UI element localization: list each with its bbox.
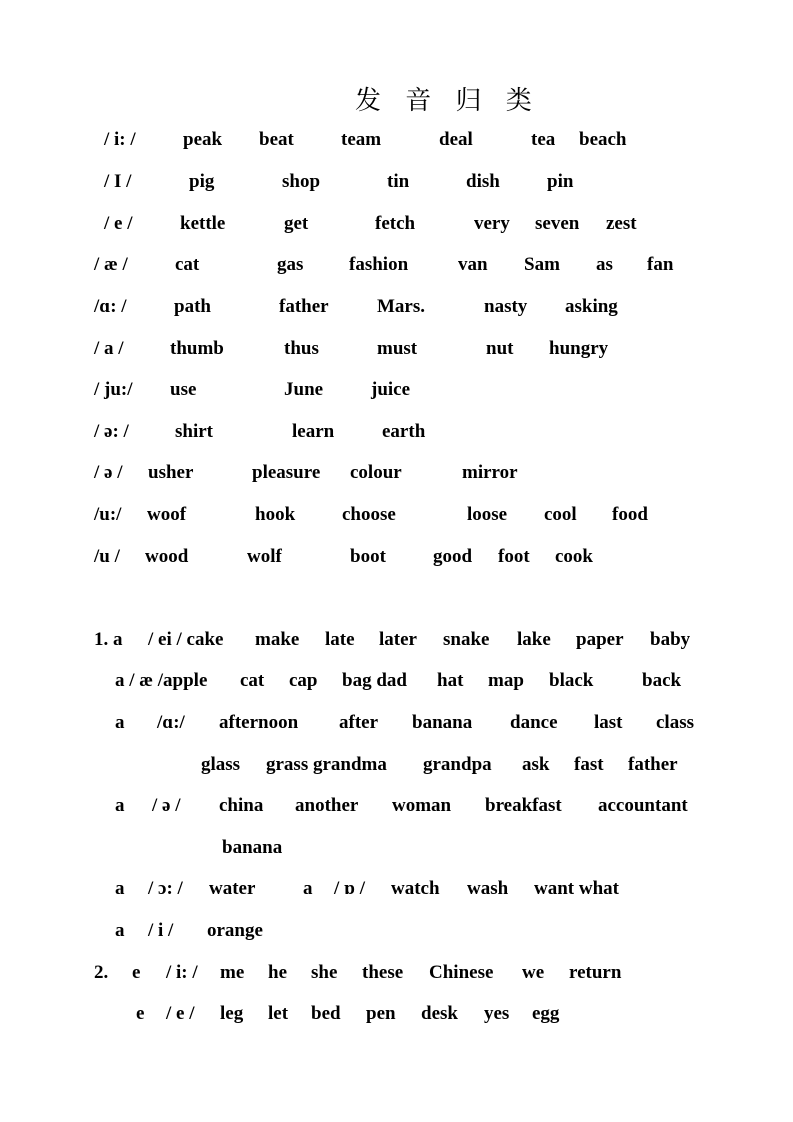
word: / ə / — [152, 795, 181, 816]
word: afternoon — [219, 712, 299, 733]
page-title: 发 音 归 类 — [355, 86, 540, 116]
word: grandpa — [423, 754, 492, 775]
word: pin — [547, 171, 574, 192]
word: hungry — [549, 338, 609, 359]
phonetic-label: / i: / — [104, 129, 136, 150]
phonetic-label: banana — [222, 837, 283, 858]
phonetic-label: 1. a — [94, 629, 123, 650]
word: watch — [391, 878, 440, 899]
word: / ɔ: / — [148, 878, 183, 899]
word: boot — [350, 546, 386, 567]
word: want what — [534, 878, 619, 899]
phonetic-label: a / æ /apple — [115, 670, 208, 691]
word: late — [325, 629, 355, 650]
word: usher — [148, 462, 194, 483]
word: foot — [498, 546, 530, 567]
word: pen — [366, 1003, 396, 1024]
word: wolf — [247, 546, 282, 567]
word: wash — [467, 878, 509, 899]
word: use — [170, 379, 197, 400]
word: pleasure — [252, 462, 321, 483]
word: learn — [292, 421, 335, 442]
phonetic-label: / e / — [104, 213, 133, 234]
word: yes — [484, 1003, 510, 1024]
word: beat — [259, 129, 294, 150]
phonetic-label: /ɑ: / — [94, 296, 127, 317]
word: earth — [382, 421, 426, 442]
word: she — [311, 962, 338, 983]
word: Chinese — [429, 962, 494, 983]
word: kettle — [180, 213, 226, 234]
word: orange — [207, 920, 263, 941]
word: e — [132, 962, 141, 983]
word: father — [628, 754, 678, 775]
word: tin — [387, 171, 410, 192]
word: cap — [289, 670, 318, 691]
word: pig — [189, 171, 215, 192]
word: breakfast — [485, 795, 562, 816]
word: van — [458, 254, 488, 275]
word: /ɑ:/ — [157, 712, 185, 733]
phonetic-label: /u / — [94, 546, 120, 567]
phonetic-label: e — [136, 1003, 145, 1024]
word: cool — [544, 504, 577, 525]
phonetic-label: 2. — [94, 962, 109, 983]
word: we — [522, 962, 545, 983]
word: wood — [145, 546, 189, 567]
word: very — [474, 213, 510, 234]
phonetic-label: / ju:/ — [94, 379, 133, 400]
word: hook — [255, 504, 296, 525]
word: June — [284, 379, 324, 400]
word: / i: / — [166, 962, 198, 983]
word: later — [379, 629, 417, 650]
word: make — [255, 629, 300, 650]
phonetic-label: a — [115, 712, 125, 733]
word: me — [220, 962, 245, 983]
word: accountant — [598, 795, 688, 816]
word: team — [341, 129, 382, 150]
word: gas — [277, 254, 304, 275]
word: map — [488, 670, 524, 691]
phonetic-label: /u:/ — [94, 504, 122, 525]
word: Mars. — [377, 296, 426, 317]
word: fashion — [349, 254, 409, 275]
word: tea — [531, 129, 556, 150]
word: china — [219, 795, 264, 816]
phonetic-label: a — [115, 920, 125, 941]
word: asking — [565, 296, 618, 317]
word: ask — [522, 754, 550, 775]
word: water — [209, 878, 256, 899]
word: desk — [421, 1003, 458, 1024]
word: loose — [467, 504, 508, 525]
word: zest — [606, 213, 637, 234]
word: class — [656, 712, 694, 733]
word: these — [362, 962, 404, 983]
word: cook — [555, 546, 593, 567]
word: bag dad — [342, 670, 407, 691]
word: must — [377, 338, 418, 359]
word: seven — [535, 213, 580, 234]
word: path — [174, 296, 211, 317]
word: lake — [517, 629, 551, 650]
word: let — [268, 1003, 289, 1024]
word: thus — [284, 338, 319, 359]
word: peak — [183, 129, 223, 150]
phonetic-label: / æ / — [94, 254, 128, 275]
word: as — [596, 254, 613, 275]
word: / i / — [148, 920, 174, 941]
word: shirt — [175, 421, 213, 442]
word: dish — [466, 171, 500, 192]
phonetic-label: / ə: / — [94, 421, 129, 442]
word: food — [612, 504, 648, 525]
phonetic-label: glass — [201, 754, 241, 775]
word: dance — [510, 712, 558, 733]
word: paper — [576, 629, 624, 650]
word: woman — [392, 795, 452, 816]
word: leg — [220, 1003, 244, 1024]
word: egg — [532, 1003, 560, 1024]
word: / ɒ / — [334, 878, 365, 899]
word: fetch — [375, 213, 416, 234]
phonetic-label: / a / — [94, 338, 124, 359]
word: he — [268, 962, 287, 983]
word: cat — [175, 254, 200, 275]
word: another — [295, 795, 359, 816]
word: baby — [650, 629, 691, 650]
word: fast — [574, 754, 604, 775]
word: thumb — [170, 338, 224, 359]
phonetic-label: a — [115, 878, 125, 899]
word: / ei / cake — [148, 629, 224, 650]
word: choose — [342, 504, 396, 525]
word: good — [433, 546, 473, 567]
word: after — [339, 712, 379, 733]
word: fan — [647, 254, 674, 275]
word: last — [594, 712, 623, 733]
word: banana — [412, 712, 473, 733]
word: beach — [579, 129, 627, 150]
phonetic-label: a — [115, 795, 125, 816]
word: return — [569, 962, 622, 983]
word: cat — [240, 670, 265, 691]
word: bed — [311, 1003, 341, 1024]
word: black — [549, 670, 594, 691]
word: / e / — [166, 1003, 195, 1024]
word: shop — [282, 171, 321, 192]
word: colour — [350, 462, 402, 483]
word: father — [279, 296, 329, 317]
word: Sam — [524, 254, 560, 275]
word: nasty — [484, 296, 528, 317]
word: juice — [371, 379, 411, 400]
word: a — [303, 878, 313, 899]
word: back — [642, 670, 682, 691]
word: hat — [437, 670, 464, 691]
word: deal — [439, 129, 473, 150]
word: snake — [443, 629, 490, 650]
word: grass grandma — [266, 754, 387, 775]
phonetic-label: / I / — [104, 171, 132, 192]
word: nut — [486, 338, 514, 359]
word: mirror — [462, 462, 518, 483]
word: get — [284, 213, 309, 234]
word: woof — [147, 504, 187, 525]
phonetic-label: / ə / — [94, 462, 123, 483]
